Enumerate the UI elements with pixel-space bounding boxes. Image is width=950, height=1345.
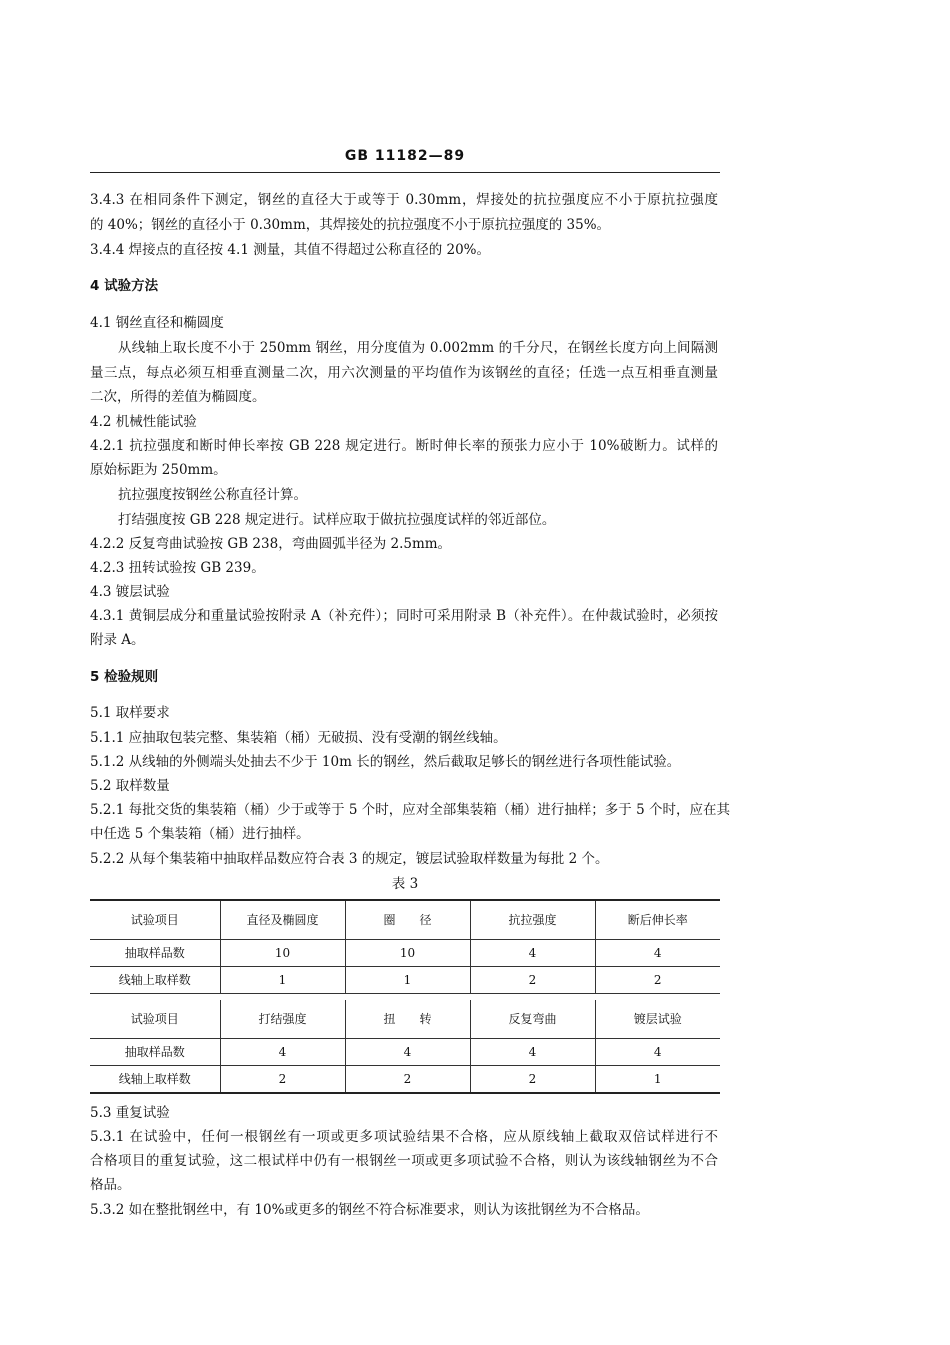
clause-3-4-3-line-1: 3.4.3 在相同条件下测定，钢丝的直径大于或等于 0.30mm，焊接处的抗拉强度应不小于原抗拉强度	[90, 192, 718, 208]
table-cell: 1	[595, 1066, 720, 1094]
clause-5-2-1-line-2: 中任选 5 个集装箱（桶）进行抽样。	[90, 826, 310, 842]
table-cell: 2	[470, 1066, 595, 1094]
table-cell: 1	[220, 967, 345, 994]
table-header-cell: 试验项目	[90, 1000, 220, 1039]
clause-5-1: 5.1 取样要求	[90, 705, 170, 721]
table-cell: 4	[595, 940, 720, 967]
clause-4-2-3: 4.2.3 扭转试验按 GB 239。	[90, 560, 265, 576]
clause-3-4-4: 3.4.4 焊接点的直径按 4.1 测量，其值不得超过公称直径的 20%。	[90, 242, 490, 258]
clause-5-2: 5.2 取样数量	[90, 778, 170, 794]
table-row	[90, 967, 720, 994]
clause-4-2-2: 4.2.2 反复弯曲试验按 GB 238，弯曲圆弧半径为 2.5mm。	[90, 536, 452, 552]
clause-5-3-2: 5.3.2 如在整批钢丝中，有 10%或更多的钢丝不符合标准要求，则认为该批钢丝为不合格品。	[90, 1202, 649, 1218]
table-cell: 10	[220, 940, 345, 967]
table-header-cell: 反复弯曲	[470, 1000, 595, 1039]
table-row	[90, 940, 720, 967]
table-header-row	[90, 1000, 720, 1039]
table-header-cell: 镀层试验	[595, 1000, 720, 1039]
clause-5-2-1-line-1: 5.2.1 每批交货的集装箱（桶）少于或等于 5 个时，应对全部集装箱（桶）进行抽样；多于 5 个时，应在其	[90, 802, 730, 818]
standard-number: GB 11182—89	[344, 148, 466, 164]
clause-4-2-1-tensile-note: 抗拉强度按钢丝公称直径计算。	[118, 487, 307, 503]
table-cell: 线轴上取样数	[118, 1072, 191, 1086]
clause-5-3-1-line-3: 格品。	[90, 1177, 131, 1193]
clause-3-4-3-line-2: 的 40%；钢丝的直径小于 0.30mm，其焊接处的抗拉强度不小于原抗拉强度的 35%。	[90, 217, 611, 233]
table-header-cell: 试验项目	[90, 900, 220, 940]
table-header-cell: 扭 转	[345, 1000, 470, 1039]
table-cell: 4	[470, 940, 595, 967]
clause-4-1-body-line-1: 从线轴上取长度不小于 250mm 钢丝，用分度值为 0.002mm 的千分尺，在钢丝长度方向上间隔测	[118, 340, 718, 356]
header-rule	[90, 172, 720, 173]
clause-4-2-1-knot-note: 打结强度按 GB 228 规定进行。试样应取于做抗拉强度试样的邻近部位。	[118, 512, 556, 528]
clause-4-1: 4.1 钢丝直径和椭圆度	[90, 315, 224, 331]
table-cell: 10	[345, 940, 470, 967]
table-header-cell: 打结强度	[220, 1000, 345, 1039]
table-cell: 2	[220, 1066, 345, 1094]
table-cell: 2	[470, 967, 595, 994]
clause-4-3: 4.3 镀层试验	[90, 584, 170, 600]
clause-4-1-body-line-2: 量三点，每点必须互相垂直测量二次，用六次测量的平均值作为该钢丝的直径；任选一点互相垂直测量	[90, 365, 718, 381]
clause-4-2: 4.2 机械性能试验	[90, 414, 197, 430]
table-3-title: 表 3	[391, 876, 419, 892]
table-cell: 1	[345, 967, 470, 994]
table-header-cell: 直径及椭圆度	[220, 900, 345, 940]
clause-5-3-1-line-2: 合格项目的重复试验，这二根试样中仍有一根钢丝一项或更多项试验不合格，则认为该线轴钢丝为不合	[90, 1153, 718, 1169]
table-cell: 4	[595, 1039, 720, 1066]
table-header-cell: 圈 径	[345, 900, 470, 940]
table-cell: 抽取样品数	[90, 1039, 220, 1066]
table-header-row	[90, 900, 720, 940]
clause-4-2-1-line-1: 4.2.1 抗拉强度和断时伸长率按 GB 228 规定进行。断时伸长率的预张力应小于 10%破断力。试样的	[90, 438, 718, 454]
clause-4-3-1-line-1: 4.3.1 黄铜层成分和重量试验按附录 A（补充件）；同时可采用附录 B（补充件）。在仲裁试验时，必须按	[90, 608, 718, 624]
table-3-top	[90, 899, 720, 994]
clause-5-3: 5.3 重复试验	[90, 1105, 170, 1121]
table-3-bottom	[90, 1000, 720, 1094]
clause-5-1-1: 5.1.1 应抽取包装完整、集装箱（桶）无破损、没有受潮的钢丝线轴。	[90, 730, 507, 746]
clause-5-2-2: 5.2.2 从每个集装箱中抽取样品数应符合表 3 的规定，镀层试验取样数量为每批 2 个。	[90, 851, 609, 867]
clause-4-2-1-line-2: 原始标距为 250mm。	[90, 462, 227, 478]
clause-5-1-2: 5.1.2 从线轴的外侧端头处抽去不少于 10m 长的钢丝，然后截取足够长的钢丝进行各项性能试验。	[90, 754, 681, 770]
table-cell: 线轴上取样数	[90, 967, 220, 994]
clause-4-3-1-line-2: 附录 A。	[90, 632, 145, 648]
clause-5-3-1-line-1: 5.3.1 在试验中，任何一根钢丝有一项或更多项试验结果不合格，应从原线轴上截取双倍试样进行不	[90, 1129, 718, 1145]
table-cell: 抽取样品数	[90, 940, 220, 967]
table-cell: 4	[345, 1039, 470, 1066]
clause-4-1-body-line-3: 二次，所得的差值为椭圆度。	[90, 389, 266, 405]
section-4-heading: 4 试验方法	[90, 278, 159, 294]
table-cell: 2	[345, 1066, 470, 1094]
table-cell: 4	[220, 1039, 345, 1066]
table-row	[90, 1039, 720, 1066]
section-5-heading: 5 检验规则	[90, 669, 159, 685]
table-header-cell: 断后伸长率	[595, 900, 720, 940]
table-cell: 2	[595, 967, 720, 994]
table-cell: 4	[470, 1039, 595, 1066]
table-row	[90, 1066, 720, 1094]
table-header-cell: 抗拉强度	[470, 900, 595, 940]
